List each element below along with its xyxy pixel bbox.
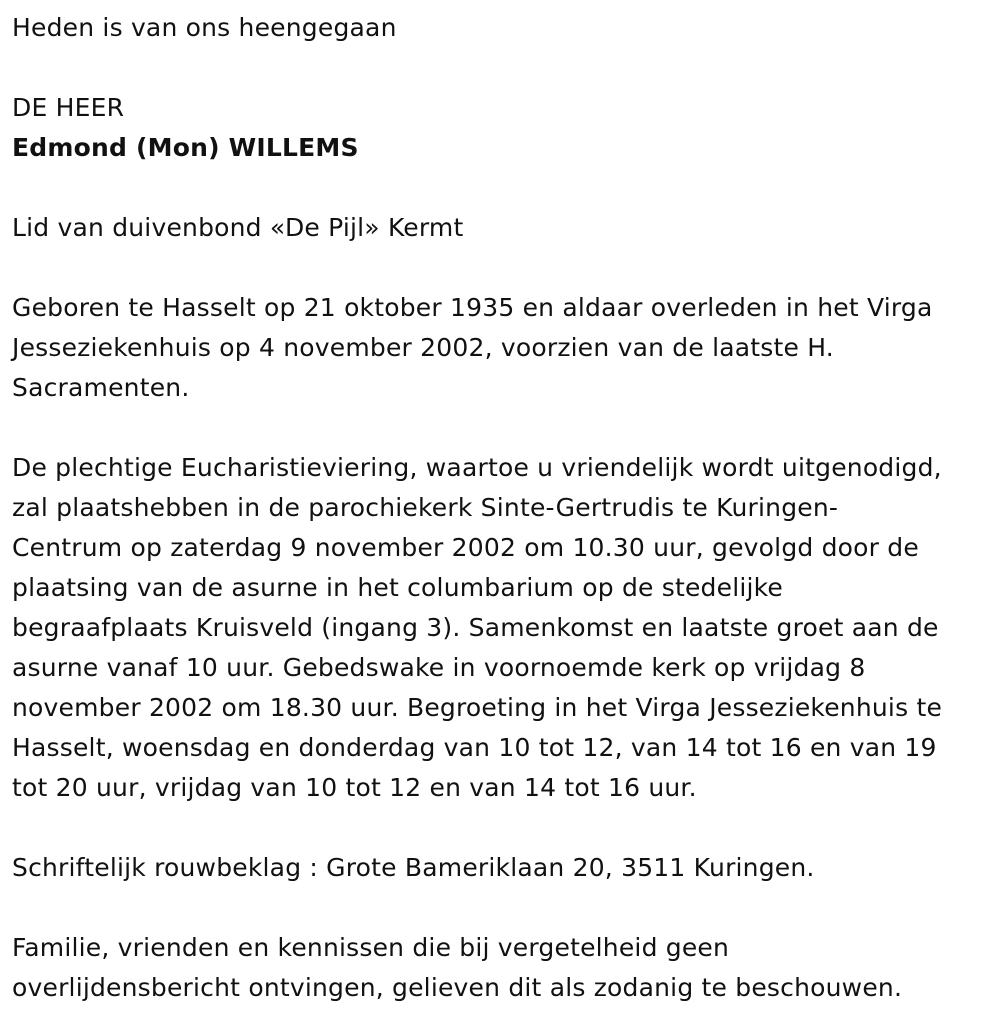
birth-line: Jesseziekenhuis op 4 november 2002, voorzien van de laatste H. [12, 333, 834, 362]
honorific-title: DE HEER [12, 93, 125, 122]
spacer [12, 808, 992, 848]
notice-paragraph [12, 928, 992, 1008]
spacer [12, 408, 992, 448]
birth-paragraph [12, 288, 992, 408]
deceased-name: Edmond (Mon) WILLEMS [12, 133, 359, 162]
ceremony-line: De plechtige Eucharistieviering, waartoe u vriendelijk wordt uitgenodigd, [12, 453, 942, 482]
membership-text: Lid van duivenbond «De Pijl» Kermt [12, 213, 464, 242]
ceremony-line: asurne vanaf 10 uur. Gebedswake in voornoemde kerk op vrijdag 8 [12, 653, 866, 682]
ceremony-line: zal plaatshebben in de parochiekerk Sinte-Gertrudis te Kuringen- [12, 493, 839, 522]
ceremony-line: plaatsing van de asurne in het columbarium op de stedelijke [12, 573, 784, 602]
spacer [12, 248, 992, 288]
obituary-document [12, 8, 992, 1008]
spacer [12, 888, 992, 928]
ceremony-line: Centrum op zaterdag 9 november 2002 om 10.30 uur, gevolgd door de [12, 533, 919, 562]
birth-line: Sacramenten. [12, 373, 190, 402]
spacer [12, 48, 992, 88]
ceremony-line: tot 20 uur, vrijdag van 10 tot 12 en van 14 tot 16 uur. [12, 773, 697, 802]
ceremony-paragraph [12, 448, 992, 808]
notice-line: overlijdensbericht ontvingen, gelieven dit als zodanig te beschouwen. [12, 973, 903, 1002]
ceremony-line: november 2002 om 18.30 uur. Begroeting in het Virga Jesseziekenhuis te [12, 693, 943, 722]
birth-line: Geboren te Hasselt op 21 oktober 1935 en aldaar overleden in het Virga [12, 293, 933, 322]
condolence-address: Schriftelijk rouwbeklag : Grote Bameriklaan 20, 3511 Kuringen. [12, 853, 815, 882]
ceremony-line: Hasselt, woensdag en donderdag van 10 tot 12, van 14 tot 16 en van 19 [12, 733, 937, 762]
ceremony-line: begraafplaats Kruisveld (ingang 3). Samenkomst en laatste groet aan de [12, 613, 939, 642]
intro-text: Heden is van ons heengegaan [12, 13, 397, 42]
notice-line: Familie, vrienden en kennissen die bij vergetelheid geen [12, 933, 730, 962]
spacer [12, 168, 992, 208]
